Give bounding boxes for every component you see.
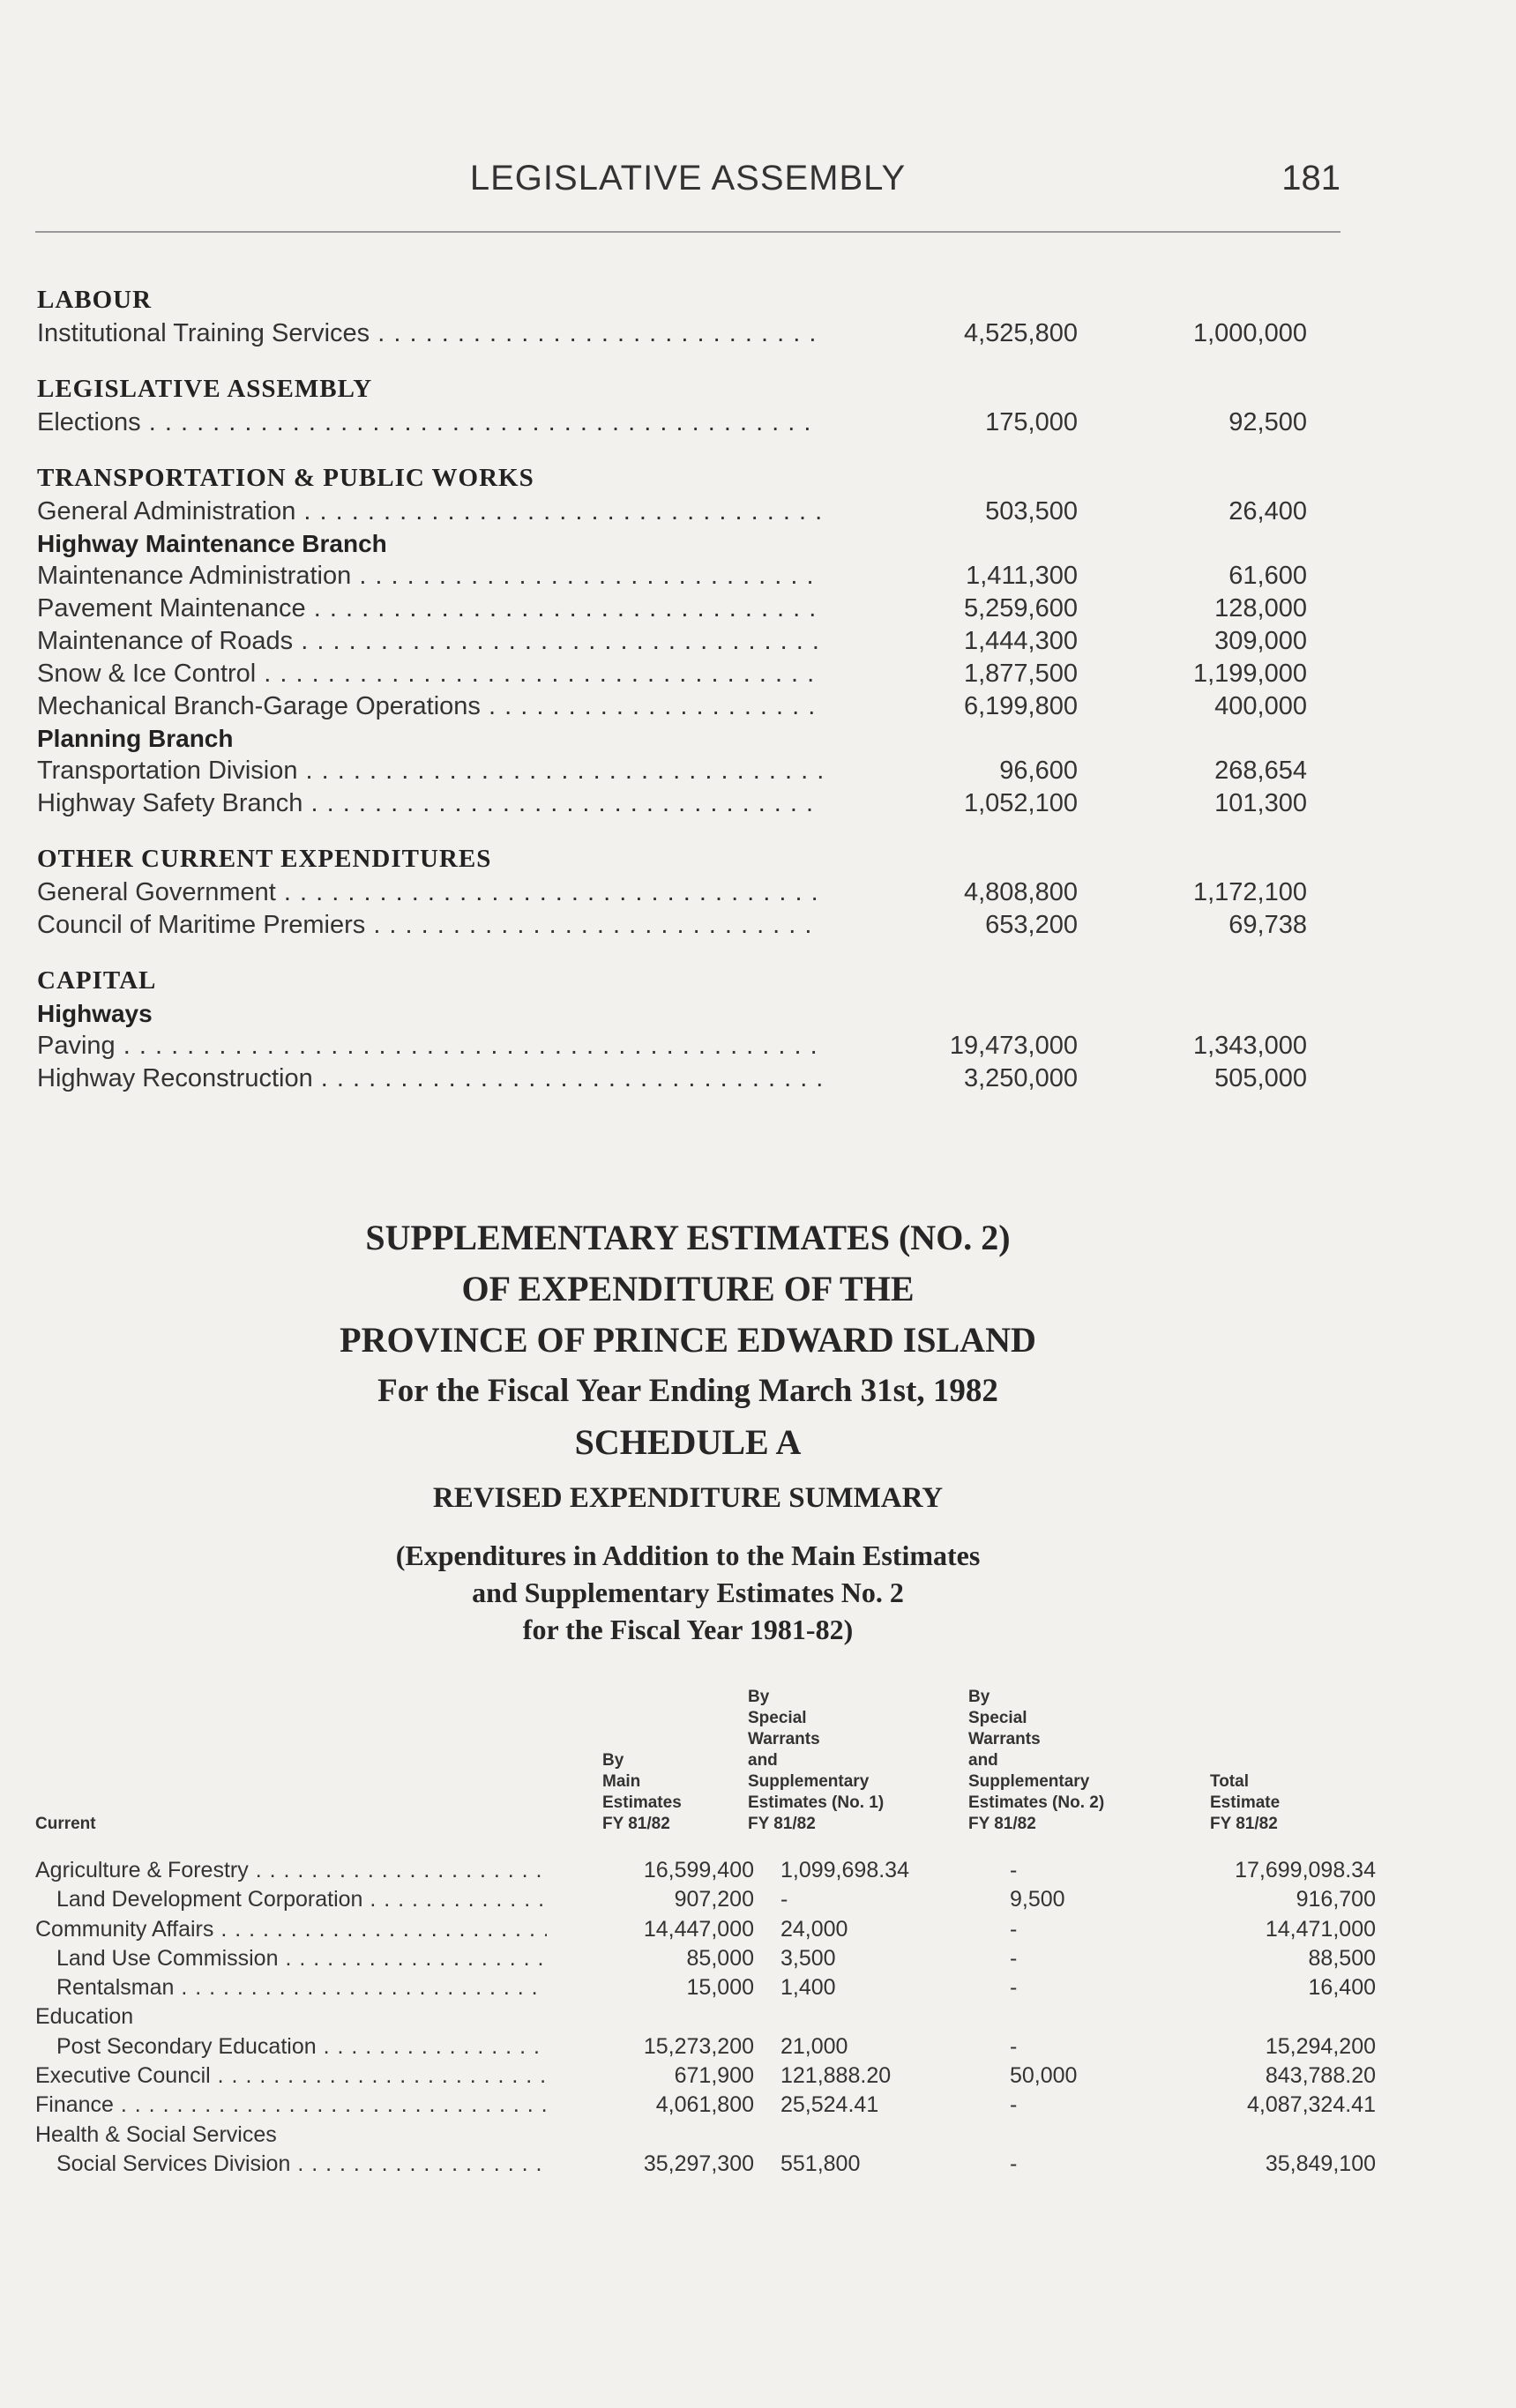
- row-label: Highway Safety Branch . . .: [37, 787, 822, 820]
- supplementary-1-cell: 24,000: [780, 1916, 848, 1942]
- table-row: [35, 1856, 1376, 1885]
- table-row: [37, 1062, 1307, 1095]
- title-line: OF EXPENDITURE OF THE: [461, 1269, 915, 1308]
- supplementary-1-cell: 21,000: [780, 2033, 848, 2059]
- total-estimate-cell: 17,699,098.34: [1235, 1858, 1376, 1882]
- total-estimate-cell: 88,500: [1308, 1945, 1376, 1971]
- supplementary-1-cell: 25,524.41: [780, 2092, 879, 2118]
- row-label: Council of Maritime Premiers . . .: [37, 909, 822, 942]
- amount-cell: 1,172,100: [1192, 878, 1307, 906]
- schedule-title-block: [0, 1212, 1376, 1648]
- summary-note: (Expenditures in Addition to the Main Estimates: [395, 1539, 981, 1571]
- supplementary-1-cell: -: [780, 1887, 788, 1912]
- supplementary-1-cell: 1,099,698.34: [780, 1858, 909, 1882]
- row-label: Community Affairs . . .: [35, 1915, 547, 1944]
- main-estimate-cell: 16,599,400: [643, 1858, 754, 1882]
- amount-cell: 101,300: [1214, 789, 1307, 817]
- amount-cell: 1,199,000: [1192, 660, 1307, 688]
- section-heading: TRANSPORTATION & PUBLIC WORKS: [37, 464, 534, 492]
- row-label: General Government . . .: [37, 876, 822, 909]
- table-row: [35, 1885, 1376, 1914]
- row-label: Finance . . .: [35, 2091, 547, 2120]
- supplementary-1-cell: 551,800: [780, 2151, 861, 2176]
- total-estimate-cell: 14,471,000: [1265, 1916, 1376, 1942]
- table-row: [37, 876, 1307, 909]
- amount-cell: 653,200: [985, 911, 1078, 939]
- row-label: General Administration . . .: [37, 496, 822, 528]
- column-header-supplementary-1: By Special Warrants and Supplementary Estimates (No. 1) FY 81/82: [748, 1688, 885, 1833]
- section-gap: [37, 820, 1307, 841]
- subsection-heading: Highways: [37, 1000, 153, 1027]
- amount-cell: 175,000: [985, 408, 1078, 436]
- section-gap: [37, 942, 1307, 963]
- table-row: [35, 2091, 1376, 2120]
- expenditure-summary-table: [35, 1856, 1376, 2179]
- amount-cell: 5,259,600: [963, 594, 1078, 623]
- supplementary-1-cell: 121,888.20: [780, 2063, 892, 2089]
- main-estimate-cell: 4,061,800: [655, 2092, 754, 2118]
- table-row: [37, 1030, 1307, 1062]
- table-row: [37, 406, 1307, 439]
- amount-cell: 503,500: [985, 497, 1078, 526]
- running-header-title: LEGISLATIVE ASSEMBLY: [469, 159, 907, 198]
- total-estimate-cell: 916,700: [1296, 1887, 1376, 1912]
- row-label: Executive Council . . .: [35, 2061, 547, 2091]
- column-header-current: Current: [35, 1815, 96, 1833]
- section-heading: LEGISLATIVE ASSEMBLY: [37, 375, 373, 403]
- subsection-heading: Planning Branch: [37, 725, 234, 752]
- title-line: SUPPLEMENTARY ESTIMATES (NO. 2): [365, 1218, 1011, 1257]
- row-label: Rentalsman . . .: [56, 1973, 547, 2002]
- row-label: Land Use Commission . . .: [56, 1944, 547, 1973]
- supplementary-2-cell: 50,000: [1010, 2063, 1078, 2089]
- supplementary-2-cell: -: [1010, 2092, 1018, 2118]
- row-label: Maintenance of Roads . . .: [37, 625, 822, 658]
- row-label: Post Secondary Education . . .: [56, 2032, 547, 2061]
- amount-cell: 268,654: [1214, 757, 1307, 785]
- section-gap: [37, 350, 1307, 371]
- row-label: Highway Reconstruction . . .: [37, 1062, 822, 1095]
- row-label: Paving . . .: [37, 1030, 822, 1062]
- amount-cell: 69,738: [1228, 911, 1307, 939]
- main-estimate-cell: 15,273,200: [643, 2033, 754, 2059]
- table-row: [35, 2061, 1376, 2091]
- column-header-main-estimates: By Main Estimates FY 81/82: [602, 1751, 682, 1833]
- row-label: Mechanical Branch-Garage Operations . . .: [37, 690, 822, 723]
- amount-cell: 26,400: [1228, 497, 1307, 526]
- row-label: Elections . . .: [37, 406, 822, 439]
- table-row: [35, 1944, 1376, 1973]
- title-line: PROVINCE OF PRINCE EDWARD ISLAND: [340, 1320, 1036, 1360]
- total-estimate-cell: 15,294,200: [1265, 2033, 1376, 2059]
- main-estimate-cell: 85,000: [686, 1945, 754, 1971]
- appropriation-table: [37, 282, 1307, 1095]
- table-row: [37, 658, 1307, 690]
- row-label: Social Services Division . . .: [56, 2150, 547, 2179]
- table-row: [35, 1915, 1376, 1944]
- table-row: [35, 2150, 1376, 2179]
- main-estimate-cell: 671,900: [674, 2063, 754, 2089]
- row-label: Land Development Corporation . . .: [56, 1885, 547, 1914]
- table-row: [37, 625, 1307, 658]
- amount-cell: 128,000: [1214, 594, 1307, 623]
- main-estimate-cell: 14,447,000: [643, 1916, 754, 1942]
- supplementary-2-cell: -: [1010, 1975, 1018, 2001]
- summary-note: and Supplementary Estimates No. 2: [472, 1577, 904, 1608]
- total-estimate-cell: 35,849,100: [1265, 2151, 1376, 2176]
- supplementary-2-cell: -: [1010, 1858, 1018, 1882]
- amount-cell: 19,473,000: [949, 1032, 1078, 1060]
- section-heading: CAPITAL: [37, 966, 157, 995]
- amount-cell: 1,052,100: [963, 789, 1078, 817]
- amount-cell: 4,808,800: [963, 878, 1078, 906]
- table-row: [37, 755, 1307, 787]
- table-row: [37, 909, 1307, 942]
- row-label: Institutional Training Services . . .: [37, 317, 822, 350]
- supplementary-2-cell: 9,500: [1010, 1887, 1065, 1912]
- row-label: Transportation Division . . .: [37, 755, 822, 787]
- amount-cell: 309,000: [1214, 627, 1307, 655]
- title-line: For the Fiscal Year Ending March 31st, 1982: [377, 1373, 998, 1409]
- column-header-total-estimate: Total Estimate FY 81/82: [1210, 1772, 1281, 1833]
- supplementary-2-cell: -: [1010, 2151, 1018, 2176]
- amount-cell: 6,199,800: [963, 692, 1078, 720]
- row-label: Education: [35, 2004, 134, 2030]
- amount-cell: 3,250,000: [963, 1064, 1078, 1092]
- table-row: [37, 787, 1307, 820]
- amount-cell: 61,600: [1228, 562, 1307, 590]
- total-estimate-cell: 16,400: [1308, 1975, 1376, 2001]
- table-row: [35, 2121, 1358, 2150]
- table-row: [37, 560, 1307, 593]
- table-row: [37, 496, 1307, 528]
- section-heading: LABOUR: [37, 286, 153, 314]
- main-estimate-cell: 35,297,300: [643, 2151, 754, 2176]
- total-estimate-cell: 843,788.20: [1265, 2063, 1376, 2089]
- row-label: Maintenance Administration . . .: [37, 560, 822, 593]
- supplementary-2-cell: -: [1010, 1916, 1018, 1942]
- summary-note: for the Fiscal Year 1981-82): [522, 1614, 854, 1645]
- table-row: [37, 593, 1307, 625]
- amount-cell: 505,000: [1214, 1064, 1307, 1092]
- schedule-label: SCHEDULE A: [574, 1422, 802, 1462]
- section-heading: OTHER CURRENT EXPENDITURES: [37, 845, 492, 873]
- main-estimate-cell: 907,200: [674, 1887, 754, 1912]
- table-row: [35, 1973, 1376, 2002]
- amount-cell: 400,000: [1214, 692, 1307, 720]
- table-row: [35, 2002, 1358, 2032]
- supplementary-1-cell: 3,500: [780, 1945, 836, 1971]
- amount-cell: 1,000,000: [1192, 319, 1307, 347]
- summary-heading: REVISED EXPENDITURE SUMMARY: [432, 1482, 944, 1514]
- column-header-supplementary-2: By Special Warrants and Supplementary Estimates (No. 2) FY 81/82: [968, 1688, 1105, 1833]
- supplementary-1-cell: 1,400: [780, 1975, 836, 2001]
- table-row: [35, 2032, 1376, 2061]
- row-label: Pavement Maintenance . . .: [37, 593, 822, 625]
- subsection-heading: Highway Maintenance Branch: [37, 530, 387, 557]
- main-estimate-cell: 15,000: [686, 1975, 754, 2001]
- total-estimate-cell: 4,087,324.41: [1247, 2092, 1376, 2118]
- amount-cell: 92,500: [1228, 408, 1307, 436]
- table-row: [37, 317, 1307, 350]
- amount-cell: 1,343,000: [1192, 1032, 1307, 1060]
- header-rule: [35, 231, 1341, 233]
- table-row: [37, 690, 1307, 723]
- row-label: Agriculture & Forestry . . .: [35, 1856, 547, 1885]
- section-gap: [37, 439, 1307, 460]
- supplementary-2-cell: -: [1010, 2033, 1018, 2059]
- amount-cell: 1,877,500: [963, 660, 1078, 688]
- amount-cell: 96,600: [999, 757, 1078, 785]
- amount-cell: 1,411,300: [966, 562, 1078, 590]
- supplementary-2-cell: -: [1010, 1945, 1018, 1971]
- row-label: Snow & Ice Control . . .: [37, 658, 822, 690]
- amount-cell: 4,525,800: [963, 319, 1078, 347]
- amount-cell: 1,444,300: [963, 627, 1078, 655]
- page-number: 181: [1281, 159, 1341, 198]
- row-label: Health & Social Services: [35, 2121, 277, 2147]
